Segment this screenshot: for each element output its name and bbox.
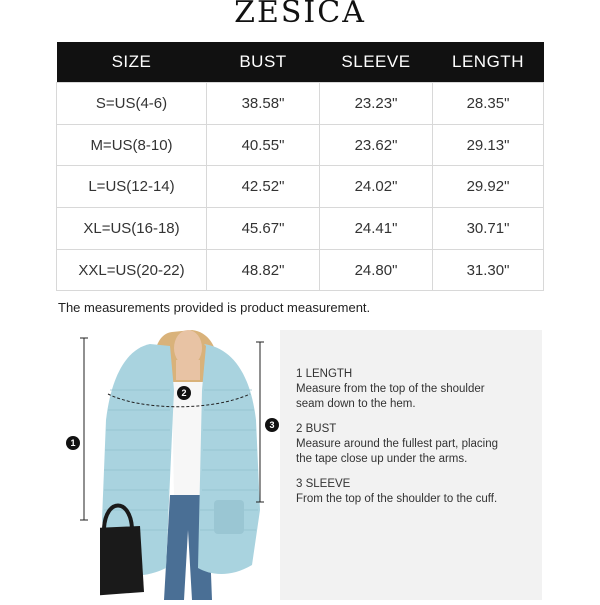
length-measure-line — [62, 334, 92, 524]
size-cell: M=US(8-10) — [57, 124, 207, 166]
table-row — [57, 166, 544, 208]
guide-desc: Measure from the top of the shoulder — [296, 383, 485, 395]
guide-item-length — [296, 367, 485, 412]
bust-cell: 40.55" — [207, 124, 320, 166]
size-cell: S=US(4-6) — [57, 83, 207, 125]
sleeve-cell: 23.62" — [320, 124, 433, 166]
marker-length-badge: 1 — [66, 436, 80, 450]
measurement-note: The measurements provided is product measurement. — [58, 300, 371, 315]
size-cell: XXL=US(20-22) — [57, 249, 207, 291]
table-row — [57, 249, 544, 291]
header-length: LENGTH — [433, 42, 544, 83]
cardigan-illustration — [100, 330, 272, 600]
table-row — [57, 124, 544, 166]
marker-bust-badge: 2 — [177, 386, 191, 400]
measurement-guide-panel — [280, 330, 542, 600]
guide-desc: From the top of the shoulder to the cuff. — [296, 493, 498, 505]
handbag-shape — [100, 526, 144, 596]
table-row — [57, 83, 544, 125]
cardigan-right-panel — [198, 344, 260, 574]
bust-cell: 38.58" — [207, 83, 320, 125]
header-size: SIZE — [57, 42, 207, 83]
size-cell: XL=US(16-18) — [57, 208, 207, 250]
length-cell: 28.35" — [433, 83, 544, 125]
bust-cell: 48.82" — [207, 249, 320, 291]
guide-item-sleeve — [296, 477, 497, 507]
sleeve-cell: 24.41" — [320, 208, 433, 250]
guide-title: 3 SLEEVE — [296, 478, 351, 490]
guide-item-bust — [296, 422, 498, 467]
sleeve-cell: 23.23" — [320, 83, 433, 125]
pocket-shape — [214, 500, 244, 534]
size-chart-table — [56, 42, 544, 291]
bust-cell: 45.67" — [207, 208, 320, 250]
guide-title: 1 LENGTH — [296, 368, 353, 380]
neck-shape — [176, 360, 200, 380]
bust-cell: 42.52" — [207, 166, 320, 208]
brand-logo: ZESICA — [234, 0, 366, 30]
length-cell: 30.71" — [433, 208, 544, 250]
guide-desc: the tape close up under the arms. — [296, 453, 468, 465]
length-cell: 29.13" — [433, 124, 544, 166]
guide-desc: seam down to the hem. — [296, 398, 416, 410]
guide-title: 2 BUST — [296, 423, 337, 435]
sleeve-cell: 24.02" — [320, 166, 433, 208]
guide-desc: Measure around the fullest part, placing — [296, 438, 499, 450]
table-row — [57, 208, 544, 250]
sleeve-cell: 24.80" — [320, 249, 433, 291]
white-top — [172, 382, 204, 500]
marker-sleeve-badge: 3 — [265, 418, 279, 432]
length-cell: 29.92" — [433, 166, 544, 208]
header-bust: BUST — [207, 42, 320, 83]
table-header-row — [57, 42, 544, 83]
header-sleeve: SLEEVE — [320, 42, 433, 83]
length-cell: 31.30" — [433, 249, 544, 291]
size-cell: L=US(12-14) — [57, 166, 207, 208]
product-photo — [100, 330, 272, 600]
